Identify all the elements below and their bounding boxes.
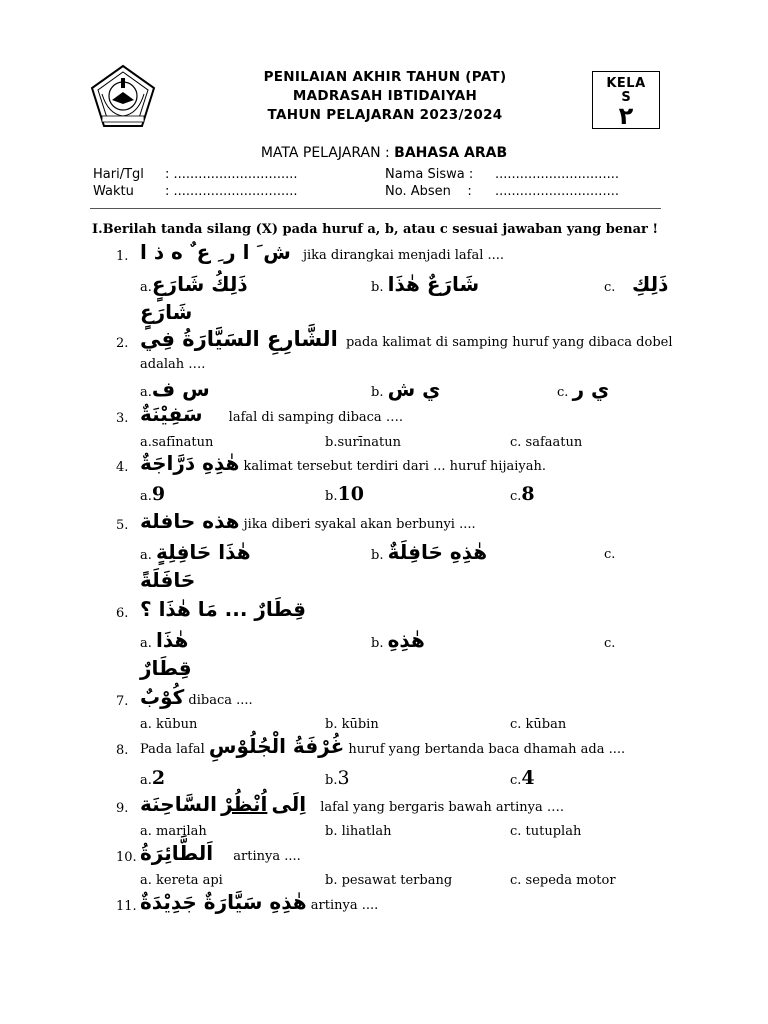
- q5-option-a[interactable]: a. هٰذَا حَافِلِةٍ: [140, 540, 251, 564]
- q10-number: 10.: [116, 850, 137, 865]
- q1-number: 1.: [116, 249, 129, 264]
- q3-text: lafal di samping dibaca ….: [228, 410, 403, 425]
- q6-option-c-wrap: قِطَارٌ: [140, 656, 192, 680]
- absen-label: No. Absen :: [385, 184, 472, 199]
- q6-number: 6.: [116, 606, 129, 621]
- q7-text: dibaca ....: [188, 693, 253, 708]
- q1-arabic: ش َ ا ر ِ ع ٌ ه ذ ا: [140, 240, 291, 264]
- q2-option-b[interactable]: b. ي ش: [371, 377, 441, 401]
- q4-option-b[interactable]: b.10: [325, 483, 364, 505]
- q3-arabic: سَفِيْنَةٌ: [140, 402, 203, 426]
- q8-stem: [140, 734, 625, 758]
- q2-text: pada kalimat di samping huruf yang dibaca dobel: [345, 335, 673, 350]
- q8-option-a[interactable]: a.2: [140, 767, 166, 789]
- q1-a-text: ذَلِكُ شَارَعٍ: [151, 272, 248, 296]
- kelas-box: [592, 71, 660, 129]
- q11-text: artinya ....: [310, 898, 379, 913]
- q1-option-b[interactable]: [371, 272, 479, 296]
- q9-text: lafal yang bergaris bawah artinya ….: [320, 800, 564, 815]
- q7-number: 7.: [116, 694, 129, 709]
- header-line-2: MADRASAH IBTIDAIYAH: [292, 88, 478, 104]
- q5-option-c-wrap: حَافَلَةً: [140, 568, 196, 592]
- q1-option-c[interactable]: [604, 272, 668, 296]
- q9-number: 9.: [116, 801, 129, 816]
- q7-option-b[interactable]: b. kūbin: [325, 717, 379, 732]
- q1-option-a[interactable]: [140, 272, 248, 296]
- q10-stem: [140, 841, 301, 865]
- q2-number: 2.: [116, 336, 129, 351]
- q10-option-a[interactable]: a. kereta api: [140, 873, 223, 888]
- q4-number: 4.: [116, 460, 129, 475]
- q10-text: artinya ....: [233, 849, 301, 864]
- nama-label: Nama Siswa :: [385, 167, 474, 182]
- q4-arabic: هٰذِهِ دَرَّاجَةٌ: [140, 451, 240, 475]
- q4-text: kalimat tersebut terdiri dari ... huruf hijaiyah.: [243, 459, 547, 474]
- waktu-label: Waktu: [93, 184, 134, 199]
- q3-option-b[interactable]: b.surīnatun: [325, 435, 401, 450]
- q9-arabic-l: السَّاحِنَة: [140, 792, 217, 816]
- kelas-label-2: S: [621, 90, 631, 105]
- q5-text: jika diberi syakal akan berbunyi ....: [243, 517, 476, 532]
- q7-option-a[interactable]: a. kūbun: [140, 717, 198, 732]
- divider: [90, 208, 661, 209]
- hari-label: Hari/Tgl: [93, 167, 144, 182]
- q7-option-c[interactable]: c. kūban: [510, 717, 567, 732]
- q2-option-a[interactable]: a.س ف: [140, 377, 210, 401]
- q2-text-2: adalah ….: [140, 357, 206, 372]
- q10-option-b[interactable]: b. pesawat terbang: [325, 873, 453, 888]
- instruction: I.Berilah tanda silang (X) pada huruf a, b, atau c sesuai jawaban yang benar !: [92, 222, 659, 237]
- q1-option-c-wrap: شَارَعٍ: [140, 300, 193, 324]
- q1-text: jika dirangkai menjadi lafal ....: [302, 248, 505, 263]
- q7-stem: [140, 685, 253, 709]
- waktu-field[interactable]: : ..............................: [165, 184, 298, 199]
- q1-a-label: a.: [140, 280, 152, 295]
- q1-c-label: c.: [604, 280, 616, 295]
- q8-text: huruf yang bertanda baca dhamah ada ....: [348, 742, 626, 757]
- subject-line: [0, 145, 768, 161]
- q10-arabic: اَلطَّائِرَةُ: [140, 841, 214, 865]
- q8-number: 8.: [116, 743, 129, 758]
- q1-c-text: ذَلِكِ: [631, 272, 669, 296]
- header-line-1: PENILAIAN AKHIR TAHUN (PAT): [263, 69, 507, 85]
- q4-stem: [140, 451, 546, 475]
- q8-option-c[interactable]: c.4: [510, 767, 535, 789]
- q9-stem: [140, 792, 564, 816]
- q3-option-a[interactable]: a.safīnatun: [140, 435, 214, 450]
- q6-option-b[interactable]: b. هٰذِهِ: [371, 628, 425, 652]
- q10-option-c[interactable]: c. sepeda motor: [510, 873, 616, 888]
- q3-stem: [140, 402, 403, 426]
- exam-header: [200, 68, 570, 125]
- kelas-label-1: KELA: [606, 76, 646, 91]
- nama-field[interactable]: ..............................: [495, 167, 619, 182]
- q11-arabic: هٰذِهِ سَيَّارَةٌ جَدِيْدَةٌ: [140, 890, 307, 914]
- q9-option-c[interactable]: c. tutuplah: [510, 824, 582, 839]
- q8-arabic: غُرْفَةُ الْجُلُوْسِ: [208, 734, 345, 758]
- q5-option-b[interactable]: b. هٰذِهِ حَافِلَةٌ: [371, 540, 488, 564]
- q8-option-b[interactable]: b.3: [325, 767, 350, 789]
- q9-arabic-r: اِلَى: [271, 792, 307, 816]
- q9-option-b[interactable]: b. lihatlah: [325, 824, 392, 839]
- q5-option-c[interactable]: c.: [604, 547, 616, 562]
- q4-option-a[interactable]: a.9: [140, 483, 166, 505]
- q3-option-c[interactable]: c. safaatun: [510, 435, 583, 450]
- q2-option-c[interactable]: c. ي ر: [557, 377, 610, 401]
- header-line-3: TAHUN PELAJARAN 2023/2024: [267, 107, 503, 123]
- q11-stem: [140, 890, 378, 914]
- q9-option-a[interactable]: a. marilah: [140, 824, 207, 839]
- q11-number: 11.: [116, 899, 137, 914]
- q1-b-text: شَارَعٌ هٰذَا: [387, 272, 480, 296]
- q4-option-c[interactable]: c.8: [510, 483, 535, 505]
- q5-stem: [140, 509, 476, 533]
- kelas-number: ٢: [618, 102, 634, 130]
- q8-text-pre: Pada lafal: [140, 742, 205, 757]
- q2-arabic: الشَّارِعِ السَيَّارَةُ فِي: [140, 327, 338, 351]
- q1-b-label: b.: [371, 280, 384, 295]
- hari-field[interactable]: : ..............................: [165, 167, 298, 182]
- q6-arabic: قِطَارٌ ... مَا هٰذَا ؟: [140, 597, 307, 621]
- q9-arabic-underlined: اُنْظُرْ: [221, 792, 268, 816]
- q5-number: 5.: [116, 518, 129, 533]
- subject-label: MATA PELAJARAN :: [260, 145, 395, 161]
- q1-stem: [140, 240, 504, 264]
- q2-stem: [140, 327, 673, 351]
- kemenag-logo: [88, 64, 158, 130]
- q5-arabic: هذه حافلة: [140, 509, 240, 533]
- absen-field[interactable]: ..............................: [495, 184, 619, 199]
- subject-value: BAHASA ARAB: [394, 145, 508, 161]
- q6-option-a[interactable]: a. هٰذَا: [140, 628, 189, 652]
- q6-stem: [140, 597, 306, 621]
- q7-arabic: كُوْبٌ: [140, 685, 185, 709]
- q3-number: 3.: [116, 411, 129, 426]
- q6-option-c[interactable]: c.: [604, 636, 616, 651]
